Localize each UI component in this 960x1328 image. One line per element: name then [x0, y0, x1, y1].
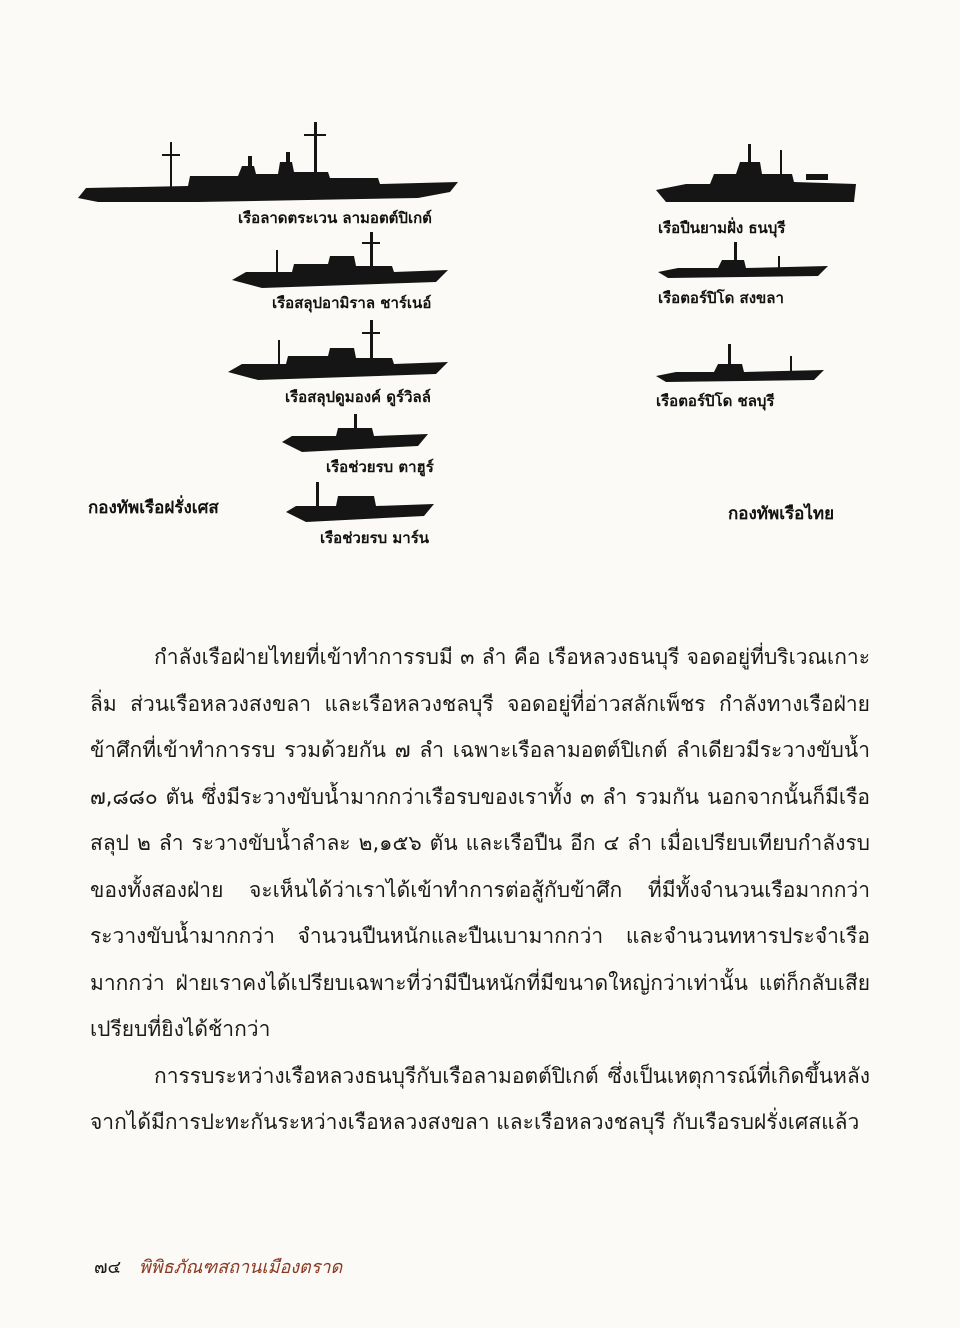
ship-caption: เรือลาดตระเวน ลามอตต์ปิเกต์ [238, 209, 432, 227]
ship-caption: เรือปืนยามฝั่ง ธนบุรี [658, 219, 786, 237]
ship-caption: เรือสลุปอามิราล ชาร์เนอ์ [272, 294, 432, 312]
coastal-defense-ship-silhouette-icon [656, 144, 856, 208]
ship-caption: เรือช่วยรบ ตาฮูร์ [326, 458, 434, 476]
french-fleet-label: กองทัพเรือฝรั่งเศส [88, 498, 219, 518]
sloop-silhouette-icon [232, 228, 448, 290]
book-title: พิพิธภัณฑสถานเมืองตราด [138, 1257, 343, 1278]
gunboat-silhouette-icon [282, 412, 428, 454]
sloop-silhouette-icon [228, 318, 448, 382]
ship-caption: เรือสลุปดูมองค์ ดูร์วิลล์ [285, 388, 431, 406]
page-number: ๗๔ [94, 1257, 122, 1278]
ship-caption: เรือช่วยรบ มาร์น [320, 529, 430, 547]
paragraph: การรบระหว่างเรือหลวงธนบุรีกับเรือลามอตต์ปิเกต์ ซึ่งเป็นเหตุการณ์ที่เกิดขึ้นหลังจากได้มีการปะทะกันระหว่างเรือหลวงสงขลา และเรือหลวงชลบุรี กับเรือรบฝรั่งเศสแล้ว [90, 1063, 870, 1134]
page-footer [94, 1252, 342, 1281]
gunboat-silhouette-icon [286, 480, 434, 522]
torpedo-boat-silhouette-icon [658, 242, 828, 282]
ship-caption: เรือตอร์ปิโด สงขลา [658, 289, 784, 307]
cruiser-silhouette-icon [78, 112, 458, 204]
ship-caption: เรือตอร์ปิโด ชลบุรี [656, 392, 775, 410]
torpedo-boat-silhouette-icon [656, 344, 824, 386]
paragraph: กำลังเรือฝ่ายไทยที่เข้าทำการรบมี ๓ ลำ คือ เรือหลวงธนบุรี จอดอยู่ที่บริเวณเกาะลิ่ม ส่วนเรือหลวงสงขลา และเรือหลวงชลบุรี จอดอยู่ที่อ่าวสลักเพ็ชร กำลังทางเรือฝ่ายข้าศึกที่เข้าทำการรบ รวมด้วยกัน ๗ ลำ เฉพาะเรือลามอตต์ปิเกต์ ลำเดียวมีระวางขับน้ำ ๗,๘๘๐ ตัน ซึ่งมีระวางขับน้ำมากกว่าเรือรบของเราทั้ง ๓ ลำ รวมกัน นอกจากนั้นก็มีเรือสลุป ๒ ลำ ระวางขับน้ำลำละ ๒,๑๕๖ ตัน และเรือปืน อีก ๔ ลำ เมื่อเปรียบเทียบกำลังรบของทั้งสองฝ่าย จะเห็นได้ว่าเราได้เข้าทำการต่อสู้กับข้าศึก ที่มีทั้งจำนวนเรือมากกว่า ระวางขับน้ำมากกว่า จำนวนปืนหนักและปืนเบามากกว่า และจำนวนทหารประจำเรือมากกว่า ฝ่ายเราคงได้เปรียบเฉพาะที่ว่ามีปืนหนักที่มีขนาดใหญ่กว่าเท่านั้น แต่ก็กลับเสียเปรียบที่ยิงได้ช้ากว่า [90, 645, 870, 1041]
thai-fleet-label: กองทัพเรือไทย [728, 504, 835, 524]
body-text [90, 634, 870, 1146]
